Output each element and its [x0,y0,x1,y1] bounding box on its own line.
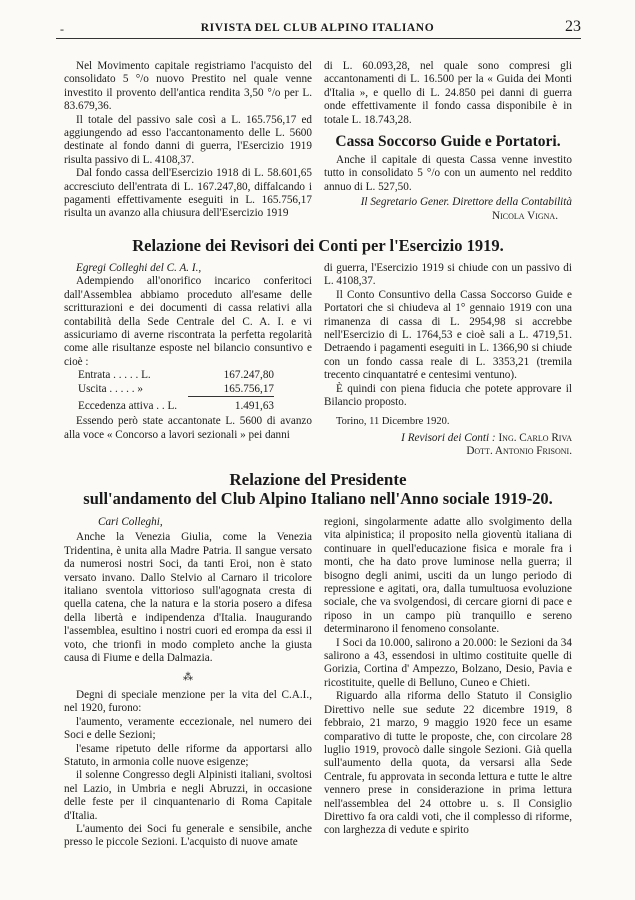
presidente-left-column [64,516,312,850]
paragraph: È quindi con piena fiducia che potete approvare il Bilancio proposto. [324,382,572,409]
paragraph: l'esame ripetuto delle riforme da apportarsi allo Statuto, in armonia colle nuove esigenze; [64,742,312,768]
cassa-heading: Cassa Soccorso Guide e Portatori. [335,133,561,150]
table-cell: Entrata . . . . . L. [78,369,151,382]
revisori-right-column [324,262,572,459]
paragraph: Anche la Venezia Giulia, come la Venezia Tridentina, è unita alla Madre Patria. Il sangue versato da numerosi nostri Soci, da tanti Eroi, non è stato versato invano. Dallo Stelvio al Carnaro il tricolore italiano sventola vittorioso sull'agognata cresta di quella catena, che la natura e la storia posero a difesa della libertà e indipendenza d'Italia. Inaugurando l'assemblea, esultino i nostri cuori ed erompa da essi il voto, che trionfi in modo completo anche la giusta causa di Fiume e della Dalmazia. [64,531,312,665]
table-cell: Eccedenza attiva . . L. [78,399,178,412]
paragraph: Il totale del passivo sale così a L. 165.756,17 ed aggiungendo ad esso l'accantonamento delle L. 5600 destinate al fondo danni di guerra, l'Esercizio 1919 risulta passivo di L. 4108,37. [64,113,312,166]
paragraph: Anche il capitale di questa Cassa venne investito tutto in consolidato 5 °/o con un aumento nel reddito annuo di L. 527,50. [324,154,572,193]
paragraph: Adempiendo all'onorifico incarico conferitoci dall'Assemblea abbiamo proceduto all'esame delle scritturazioni e dei documenti di cassa relativi alla contabilità della Sede Centrale del C. A. I. e vi assicuriamo di averne riscontrata la perfetta regolarità come alle risultanze esposte nel bilancio consuntivo e cioè : [64,275,312,368]
account-table [78,369,274,413]
journal-title: RIVISTA DEL CLUB ALPINO ITALIANO [200,22,435,34]
table-cell: Uscita . . . . . » [78,382,143,395]
signature-name: Ing. Carlo Riva [498,431,572,444]
presidente-salutation: Cari Colleghi, [98,516,163,528]
paragraph: L'aumento dei Soci fu generale e sensibile, anche presso le piccole Sezioni. L'acquisto di nuove amate [64,822,312,849]
presidente-right-column [324,516,572,838]
presidente-subheading: sull'andamento del Club Alpino Italiano nell'Anno sociale 1919-20. [83,489,553,508]
paragraph: di guerra, l'Esercizio 1919 si chiude con un passivo di L. 4108,37. [324,262,572,288]
paragraph: I Soci da 10.000, salirono a 20.000: le Sezioni da 34 salirono a 43, essendosi in ultimo costituite quelle di Gorizia, Cortina d' Ampezzo, Bolzano, Desio, Pavia e ricostituite, quelle di Belluno, Cuneo e Chieti. [324,636,572,689]
table-cell: 165.756,17 [188,383,274,397]
signature-name: Dott. Antonio Frisoni. [466,445,572,458]
revisori-signature [324,432,572,445]
paragraph: di L. 60.093,28, nel quale sono compresi gli accantonamenti di L. 16.500 per la « Guida dei Monti d'Italia », e quello di L. 24.850 pei danni di guerra onde effettivamente il fondo cassa disponibile è in totale L. 18.743,28. [324,60,572,126]
header-dash: - [60,22,64,36]
signature-name: Nicola Vigna. [492,209,558,222]
running-header [0,0,635,40]
table-row [78,383,274,397]
paragraph: Nel Movimento capitale registriamo l'acquisto del consolidato 5 °/o nuovo Prestito nel quale venne investito il provento dell'antica rendita 3,50 °/o per L. 83.679,36. [64,60,312,113]
paragraph: l'aumento, veramente eccezionale, nel numero dei Soci e delle Sezioni; [64,715,312,742]
paragraph: Riguardo alla riforma dello Statuto il Consiglio Direttivo nelle sue sedute 22 dicembre 1919, 8 febbraio, 21 marzo, 9 maggio 1920 fece un esame comparativo di tutte le proposte, che, con circolare 28 luglio 1919, provocò dalle singole Sezioni. Già quella sull'aumento della quota, da versarsi alla Sede Centrale, fu approvata in seconda lettura e tutte le altre vennero prese in considerazione in prima lettura nell'assemblea del 24 ottobre u. s. Il Consiglio Direttivo fa ora caldi voti, che il complesso di riforme, con larghezza di vedute e spirito [324,690,572,837]
revisori-left-column [64,262,312,442]
signature-role: Il Segretario Gener. Direttore della Contabilità [360,196,572,209]
table-row [78,369,274,382]
top-right-column [324,60,572,127]
paragraph: Essendo però state accantonate L. 5600 di avanzo alla voce « Concorso a lavori sezionali » pei danni [64,415,312,441]
paragraph: Dal fondo cassa dell'Esercizio 1918 di L. 58.601,65 accresciuto dell'entrata di L. 167.247,80, diffalcando i pagamenti effettivamente eseguiti in L. 165.756,17 risulta un avanzo alla chiusura dell'Esercizio 1919 [64,167,312,220]
signature-label: I Revisori dei Conti : [401,431,496,444]
top-left-column [64,60,312,221]
paragraph: regioni, singolarmente adatte allo svolgimento della vita alpinistica; il proposito nella gioventù italiana di continuare in quell'educazione fisica e morale fra i monti, che ha dato prove luminose nella guerra; il bisogno degli animi, usciti da un lungo periodo di repressione e agitati, ora, dalla tumultuosa evoluzione sociale, che va svolgendosi, di cercare giorni di pace e riposo in un campo più tranquillo e sereno determinarono il fenomeno consolante. [324,516,572,636]
revisori-heading: Relazione dei Revisori dei Conti per l'Esercizio 1919. [132,236,504,255]
page-number: 23 [565,18,581,35]
asterism-ornament: ⁂ [183,672,193,684]
paragraph: il solenne Congresso degli Alpinisti italiani, svoltosi nel Lazio, in Umbria e negli Abruzzi, in occasione delle feste per il cinquantenario di Roma Capitale d'Italia. [64,769,312,822]
header-rule [56,38,581,39]
place-date: Torino, 11 Dicembre 1920. [336,416,450,428]
cassa-section [324,154,572,223]
paragraph: Il Conto Consuntivo della Cassa Soccorso Guide e Portatori che si chiudeva al 1° gennaio 1919 con una rimanenza di cassa di L. 2954,98 si accrebbe nell'Esercizio di L. 1764,53 e cioè sali a L. 4719,51. Detraendo i pagamenti eseguiti in L. 1366,90 si chiude con un fondo cassa reale di L. 3353,21 (tremila trecento cinquantatré e centesimi ventuno). [324,288,572,382]
paragraph: Degni di speciale menzione per la vita del C.A.I., nel 1920, furono: [64,688,312,715]
revisori-salutation: Egregi Colleghi del C. A. I., [76,262,202,274]
table-row [78,397,274,414]
table-cell: 167.247,80 [223,369,274,382]
presidente-heading: Relazione del Presidente [229,470,407,489]
table-cell: 1.491,63 [234,400,274,413]
